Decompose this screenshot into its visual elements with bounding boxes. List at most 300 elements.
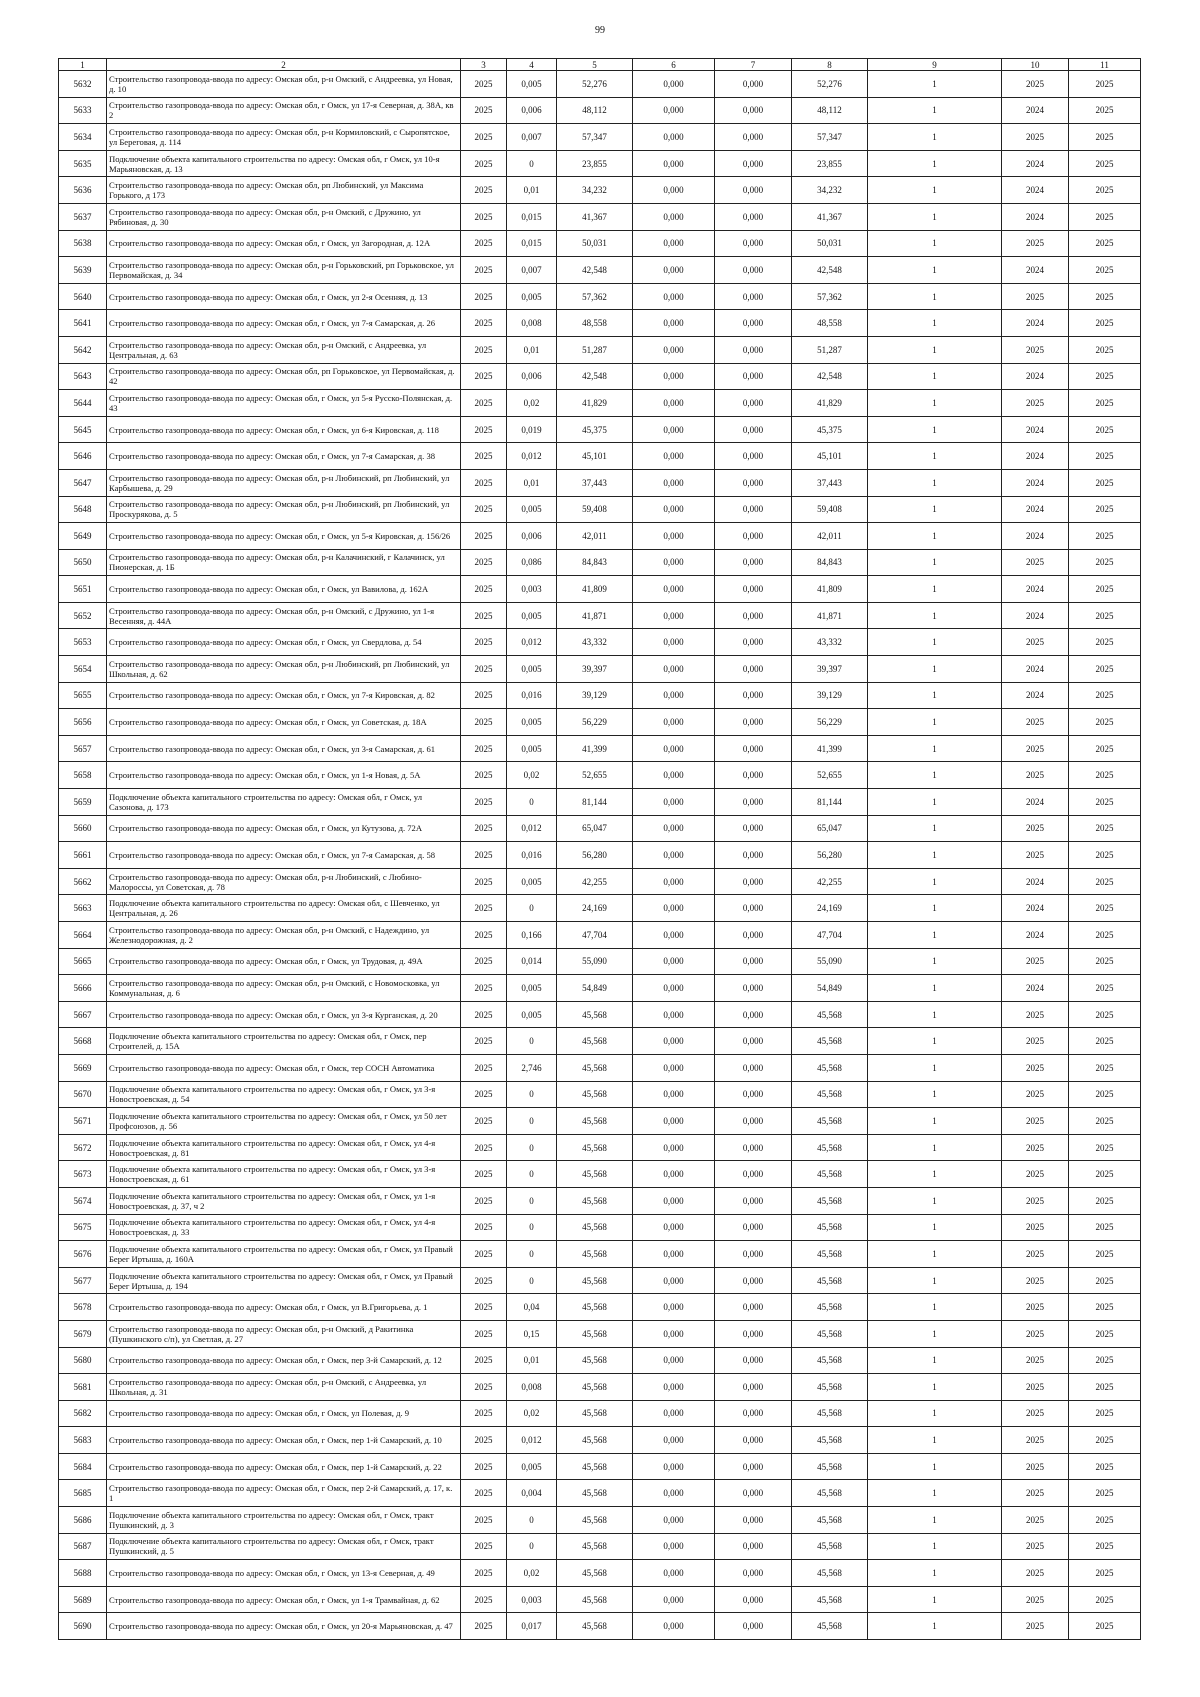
table-cell: 1 [868,1374,1002,1401]
table-cell: 0,000 [633,789,715,816]
table-cell: 2025 [1069,1134,1141,1161]
table-cell: 0,000 [633,1001,715,1028]
row-description: Строительство газопровода-ввода по адресу: Омская обл, г Омск, ул 13-я Северная, д. 49 [107,1560,461,1587]
table-cell: 0 [507,150,557,177]
table-cell: 45,568 [792,1001,868,1028]
table-cell: 0,000 [633,1374,715,1401]
table-cell: 0,000 [633,1187,715,1214]
table-cell: 5660 [59,815,107,842]
table-cell: 2025 [461,1613,507,1640]
table-cell: 0,000 [633,895,715,922]
row-description: Строительство газопровода-ввода по адресу: Омская обл, г Омск, ул 3-я Курганская, д. 20 [107,1001,461,1028]
table-cell: 5669 [59,1054,107,1081]
row-description: Подключение объекта капитального строительства по адресу: Омская обл, г Омск, ул Сазонова, д. 173 [107,789,461,816]
row-description: Строительство газопровода-ввода по адресу: Омская обл, г Омск, ул Кутузова, д. 72А [107,815,461,842]
table-cell: 65,047 [792,815,868,842]
table-row [59,922,1141,949]
table-cell: 2024 [1002,868,1069,895]
table-row [59,177,1141,204]
table-cell: 2025 [1069,443,1141,470]
table-cell: 1 [868,257,1002,284]
table-cell: 1 [868,842,1002,869]
table-cell: 2025 [1069,71,1141,98]
table-cell: 0,000 [633,1108,715,1135]
table-cell: 2025 [1002,1613,1069,1640]
table-cell: 0,000 [715,1586,792,1613]
table-cell: 1 [868,1187,1002,1214]
table-cell: 5658 [59,762,107,789]
table-row [59,1241,1141,1268]
table-cell: 1 [868,1108,1002,1135]
row-description: Подключение объекта капитального строительства по адресу: Омская обл, г Омск, ул 3-я Новостроевская, д. 61 [107,1161,461,1188]
table-cell: 0,006 [507,363,557,390]
table-cell: 57,347 [557,124,633,151]
table-row [59,868,1141,895]
table-cell: 2025 [1069,1028,1141,1055]
table-cell: 39,397 [792,656,868,683]
table-cell: 1 [868,363,1002,390]
table-cell: 45,568 [557,1028,633,1055]
table-cell: 2025 [461,576,507,603]
table-cell: 48,112 [557,97,633,124]
table-cell: 0,006 [507,523,557,550]
table-cell: 1 [868,1081,1002,1108]
table-cell: 0,000 [715,1267,792,1294]
table-cell: 0,000 [715,1028,792,1055]
row-description: Строительство газопровода-ввода по адресу: Омская обл, г Омск, ул Полевая, д. 9 [107,1400,461,1427]
column-header: 9 [868,59,1002,71]
table-cell: 1 [868,97,1002,124]
table-cell: 45,568 [557,1054,633,1081]
table-cell: 0,01 [507,1347,557,1374]
table-cell: 0,000 [633,1054,715,1081]
table-cell: 45,101 [792,443,868,470]
table-cell: 2025 [1069,1613,1141,1640]
table-cell: 50,031 [792,230,868,257]
table-cell: 5670 [59,1081,107,1108]
table-cell: 2025 [461,1400,507,1427]
table-cell: 1 [868,1613,1002,1640]
column-header: 7 [715,59,792,71]
table-cell: 0,000 [633,416,715,443]
table-cell: 5663 [59,895,107,922]
table-cell: 2025 [1069,1214,1141,1241]
table-cell: 2025 [1069,922,1141,949]
table-cell: 2025 [461,177,507,204]
table-cell: 1 [868,469,1002,496]
table-cell: 2025 [461,283,507,310]
row-description: Строительство газопровода-ввода по адресу: Омская обл, г Омск, ул 5-я Кировская, д. 156/26 [107,523,461,550]
table-cell: 0,000 [715,1161,792,1188]
table-cell: 2025 [461,682,507,709]
table-cell: 2025 [1069,97,1141,124]
table-cell: 1 [868,1560,1002,1587]
table-cell: 0 [507,1214,557,1241]
table-cell: 0,000 [633,1241,715,1268]
table-cell: 0,000 [633,257,715,284]
row-description: Подключение объекта капитального строительства по адресу: Омская обл, г Омск, ул 1-я Новостроевская, д. 37, ч 2 [107,1187,461,1214]
table-cell: 0,000 [715,1001,792,1028]
table-cell: 50,031 [557,230,633,257]
table-cell: 5633 [59,97,107,124]
table-row [59,1427,1141,1454]
table-cell: 1 [868,1507,1002,1534]
table-cell: 45,568 [557,1613,633,1640]
table-row [59,895,1141,922]
table-cell: 2025 [461,1374,507,1401]
table-cell: 5646 [59,443,107,470]
table-cell: 0,000 [715,416,792,443]
row-description: Подключение объекта капитального строительства по адресу: Омская обл, г Омск, ул Правый Берег Иртыша, д. 160А [107,1241,461,1268]
row-description: Подключение объекта капитального строительства по адресу: Омская обл, г Омск, ул 3-я Новостроевская, д. 54 [107,1081,461,1108]
table-cell: 2025 [461,523,507,550]
table-cell: 0,000 [715,1054,792,1081]
table-cell: 2025 [1069,1374,1141,1401]
table-cell: 2025 [1002,735,1069,762]
table-cell: 0,000 [715,1427,792,1454]
table-cell: 0,014 [507,948,557,975]
table-cell: 0,000 [633,203,715,230]
table-cell: 0,000 [633,1453,715,1480]
column-header: 4 [507,59,557,71]
table-cell: 0,000 [633,363,715,390]
table-cell: 2025 [461,1427,507,1454]
table-cell: 0,000 [715,363,792,390]
table-cell: 5662 [59,868,107,895]
table-cell: 0,000 [715,762,792,789]
table-cell: 2024 [1002,416,1069,443]
table-cell: 45,568 [792,1320,868,1347]
table-cell: 24,169 [792,895,868,922]
table-cell: 0,04 [507,1294,557,1321]
table-cell: 41,399 [557,735,633,762]
table-row [59,709,1141,736]
table-cell: 2025 [1069,469,1141,496]
table-cell: 2025 [1002,1241,1069,1268]
table-cell: 45,568 [792,1480,868,1507]
table-cell: 0,000 [633,1161,715,1188]
table-cell: 2025 [1069,310,1141,337]
table-cell: 5659 [59,789,107,816]
table-cell: 2025 [461,842,507,869]
table-cell: 2025 [461,1187,507,1214]
table-cell: 0,000 [633,390,715,417]
table-cell: 1 [868,948,1002,975]
table-cell: 2025 [461,1586,507,1613]
table-cell: 2025 [461,257,507,284]
table-cell: 2025 [461,416,507,443]
row-description: Строительство газопровода-ввода по адресу: Омская обл, р-н Любинский, рп Любинский, ул Карбышева, д. 29 [107,469,461,496]
table-cell: 5686 [59,1507,107,1534]
table-cell: 0,000 [633,177,715,204]
table-cell: 0,000 [633,124,715,151]
table-cell: 1 [868,1320,1002,1347]
table-row [59,549,1141,576]
column-header: 6 [633,59,715,71]
table-cell: 2024 [1002,177,1069,204]
column-header-row [59,59,1141,71]
table-cell: 2025 [1069,124,1141,151]
table-cell: 0,000 [633,922,715,949]
table-cell: 52,276 [557,71,633,98]
table-cell: 0,019 [507,416,557,443]
table-cell: 65,047 [557,815,633,842]
table-cell: 5678 [59,1294,107,1321]
table-cell: 56,280 [792,842,868,869]
table-cell: 45,568 [792,1613,868,1640]
table-cell: 1 [868,1586,1002,1613]
table-cell: 2025 [1069,230,1141,257]
table-row [59,1081,1141,1108]
table-cell: 2025 [461,469,507,496]
table-cell: 2025 [461,815,507,842]
table-cell: 0,000 [633,71,715,98]
table-cell: 81,144 [557,789,633,816]
table-cell: 2025 [1002,629,1069,656]
row-description: Строительство газопровода-ввода по адресу: Омская обл, г Омск, ул 1-я Новая, д. 5А [107,762,461,789]
table-cell: 0,016 [507,682,557,709]
table-cell: 0,000 [715,1560,792,1587]
table-cell: 0,000 [715,602,792,629]
table-cell: 5643 [59,363,107,390]
table-cell: 0,000 [633,1613,715,1640]
table-cell: 54,849 [557,975,633,1002]
table-row [59,1108,1141,1135]
table-cell: 1 [868,815,1002,842]
table-cell: 5690 [59,1613,107,1640]
table-cell: 2025 [1002,1374,1069,1401]
table-cell: 42,548 [792,257,868,284]
table-cell: 0 [507,1081,557,1108]
table-cell: 48,112 [792,97,868,124]
table-cell: 42,255 [792,868,868,895]
table-cell: 0,000 [715,150,792,177]
table-cell: 0,012 [507,1427,557,1454]
table-cell: 0,000 [715,735,792,762]
table-cell: 2024 [1002,150,1069,177]
row-description: Строительство газопровода-ввода по адресу: Омская обл, г Омск, ул 2-я Осенняя, д. 13 [107,283,461,310]
table-cell: 59,408 [792,496,868,523]
column-header: 11 [1069,59,1141,71]
table-cell: 0,005 [507,735,557,762]
table-cell: 2025 [461,1001,507,1028]
row-description: Строительство газопровода-ввода по адресу: Омская обл, г Омск, ул 20-я Марьяновская, д. 47 [107,1613,461,1640]
table-cell: 0,000 [633,1214,715,1241]
table-cell: 2025 [1069,1108,1141,1135]
row-description: Строительство газопровода-ввода по адресу: Омская обл, г Омск, ул 7-я Самарская, д. 26 [107,310,461,337]
table-cell: 0,000 [633,1427,715,1454]
table-cell: 2025 [1069,1267,1141,1294]
table-cell: 1 [868,975,1002,1002]
table-cell: 1 [868,762,1002,789]
table-cell: 2025 [1069,1294,1141,1321]
table-cell: 45,568 [557,1214,633,1241]
row-description: Строительство газопровода-ввода по адресу: Омская обл, р-н Калачинский, г Калачинск, ул Пионерская, д. 1Б [107,549,461,576]
table-cell: 2025 [1069,523,1141,550]
table-cell: 1 [868,1533,1002,1560]
row-description: Строительство газопровода-ввода по адресу: Омская обл, г Омск, ул 7-я Кировская, д. 82 [107,682,461,709]
table-cell: 45,568 [792,1267,868,1294]
table-cell: 0,000 [715,948,792,975]
table-cell: 1 [868,895,1002,922]
row-description: Строительство газопровода-ввода по адресу: Омская обл, р-н Любинский, с Любино-Малороссы, ул Советская, д. 78 [107,868,461,895]
table-cell: 2025 [461,1480,507,1507]
table-cell: 2025 [1002,1400,1069,1427]
table-cell: 5688 [59,1560,107,1587]
table-cell: 0,000 [715,1214,792,1241]
table-cell: 2025 [1002,1054,1069,1081]
table-row [59,496,1141,523]
row-description: Подключение объекта капитального строительства по адресу: Омская обл, г Омск, ул 10-я Марьяновская, д. 13 [107,150,461,177]
table-cell: 0,000 [633,948,715,975]
table-cell: 2025 [1069,895,1141,922]
table-cell: 2025 [1069,283,1141,310]
column-header: 10 [1002,59,1069,71]
table-row [59,469,1141,496]
table-cell: 45,568 [792,1400,868,1427]
table-cell: 45,568 [557,1001,633,1028]
table-row [59,1613,1141,1640]
table-cell: 47,704 [792,922,868,949]
table-cell: 57,362 [557,283,633,310]
row-description: Строительство газопровода-ввода по адресу: Омская обл, г Омск, ул Советская, д. 18А [107,709,461,736]
table-row [59,629,1141,656]
column-header: 1 [59,59,107,71]
table-cell: 0,000 [715,656,792,683]
table-cell: 2025 [461,310,507,337]
table-cell: 5671 [59,1108,107,1135]
table-cell: 55,090 [557,948,633,975]
table-cell: 43,332 [792,629,868,656]
table-cell: 2025 [461,336,507,363]
table-cell: 0,000 [633,1028,715,1055]
table-row [59,1214,1141,1241]
table-cell: 0,01 [507,177,557,204]
row-description: Строительство газопровода-ввода по адресу: Омская обл, г Омск, пер 1-й Самарский, д. 22 [107,1453,461,1480]
table-cell: 55,090 [792,948,868,975]
table-cell: 24,169 [557,895,633,922]
table-cell: 0,02 [507,390,557,417]
table-cell: 0,000 [633,1320,715,1347]
table-cell: 0,000 [633,336,715,363]
table-cell: 56,280 [557,842,633,869]
table-row [59,815,1141,842]
table-cell: 2,746 [507,1054,557,1081]
table-row [59,336,1141,363]
table-cell: 45,101 [557,443,633,470]
table-cell: 0,000 [633,97,715,124]
table-cell: 45,568 [557,1320,633,1347]
table-row [59,576,1141,603]
table-cell: 1 [868,283,1002,310]
table-cell: 2025 [1069,1320,1141,1347]
table-cell: 5685 [59,1480,107,1507]
table-cell: 5649 [59,523,107,550]
row-description: Строительство газопровода-ввода по адресу: Омская обл, г Омск, пер 1-й Самарский, д. 10 [107,1427,461,1454]
column-header: 3 [461,59,507,71]
table-cell: 0,006 [507,97,557,124]
table-cell: 0,000 [633,842,715,869]
table-cell: 48,558 [557,310,633,337]
table-cell: 5652 [59,602,107,629]
table-row [59,1374,1141,1401]
table-cell: 1 [868,336,1002,363]
table-cell: 84,843 [792,549,868,576]
table-row [59,257,1141,284]
table-cell: 23,855 [792,150,868,177]
table-cell: 1 [868,523,1002,550]
table-cell: 2025 [1002,1134,1069,1161]
table-cell: 52,655 [792,762,868,789]
table-cell: 45,568 [557,1267,633,1294]
table-cell: 2025 [1002,815,1069,842]
row-description: Подключение объекта капитального строительства по адресу: Омская обл, г Омск, ул 4-я Новостроевская, д. 81 [107,1134,461,1161]
table-cell: 45,568 [557,1453,633,1480]
table-cell: 0,000 [633,576,715,603]
table-cell: 2025 [1069,496,1141,523]
table-cell: 5650 [59,549,107,576]
table-cell: 2025 [461,948,507,975]
row-description: Подключение объекта капитального строительства по адресу: Омская обл, г Омск, ул 4-я Новостроевская, д. 33 [107,1214,461,1241]
table-cell: 5672 [59,1134,107,1161]
row-description: Строительство газопровода-ввода по адресу: Омская обл, г Омск, ул 3-я Самарская, д. 61 [107,735,461,762]
table-cell: 59,408 [557,496,633,523]
row-description: Строительство газопровода-ввода по адресу: Омская обл, р-н Любинский, рп Любинский, ул Школьная, д. 62 [107,656,461,683]
table-cell: 0,000 [633,1267,715,1294]
table-cell: 45,568 [557,1480,633,1507]
row-description: Строительство газопровода-ввода по адресу: Омская обл, г Омск, ул 7-я Самарская, д. 38 [107,443,461,470]
table-row [59,416,1141,443]
table-cell: 2025 [1069,656,1141,683]
table-cell: 1 [868,549,1002,576]
table-cell: 2025 [1002,124,1069,151]
table-cell: 1 [868,1241,1002,1268]
table-cell: 0,000 [715,789,792,816]
table-cell: 2025 [1069,1453,1141,1480]
table-cell: 5666 [59,975,107,1002]
table-cell: 45,568 [557,1134,633,1161]
table-cell: 0,000 [715,1507,792,1534]
table-cell: 0,000 [633,1347,715,1374]
table-cell: 0,000 [715,895,792,922]
table-cell: 5655 [59,682,107,709]
row-description: Строительство газопровода-ввода по адресу: Омская обл, р-н Омский, с Новомосковка, ул Коммунальная, д. 6 [107,975,461,1002]
table-cell: 1 [868,1453,1002,1480]
table-cell: 42,548 [557,363,633,390]
table-cell: 2025 [461,762,507,789]
table-cell: 0,02 [507,1560,557,1587]
table-cell: 2025 [461,735,507,762]
table-cell: 0,000 [715,1241,792,1268]
table-cell: 0,000 [633,868,715,895]
table-cell: 5661 [59,842,107,869]
table-cell: 2025 [1069,1400,1141,1427]
table-cell: 2025 [1069,1241,1141,1268]
table-cell: 41,367 [792,203,868,230]
table-cell: 5648 [59,496,107,523]
table-cell: 0,000 [715,1081,792,1108]
table-cell: 84,843 [557,549,633,576]
table-cell: 5656 [59,709,107,736]
table-cell: 0,02 [507,762,557,789]
table-cell: 2025 [1002,1028,1069,1055]
table-cell: 0,000 [715,1480,792,1507]
table-cell: 42,255 [557,868,633,895]
table-cell: 0,016 [507,842,557,869]
table-cell: 2025 [1069,789,1141,816]
table-row [59,1480,1141,1507]
table-cell: 5632 [59,71,107,98]
